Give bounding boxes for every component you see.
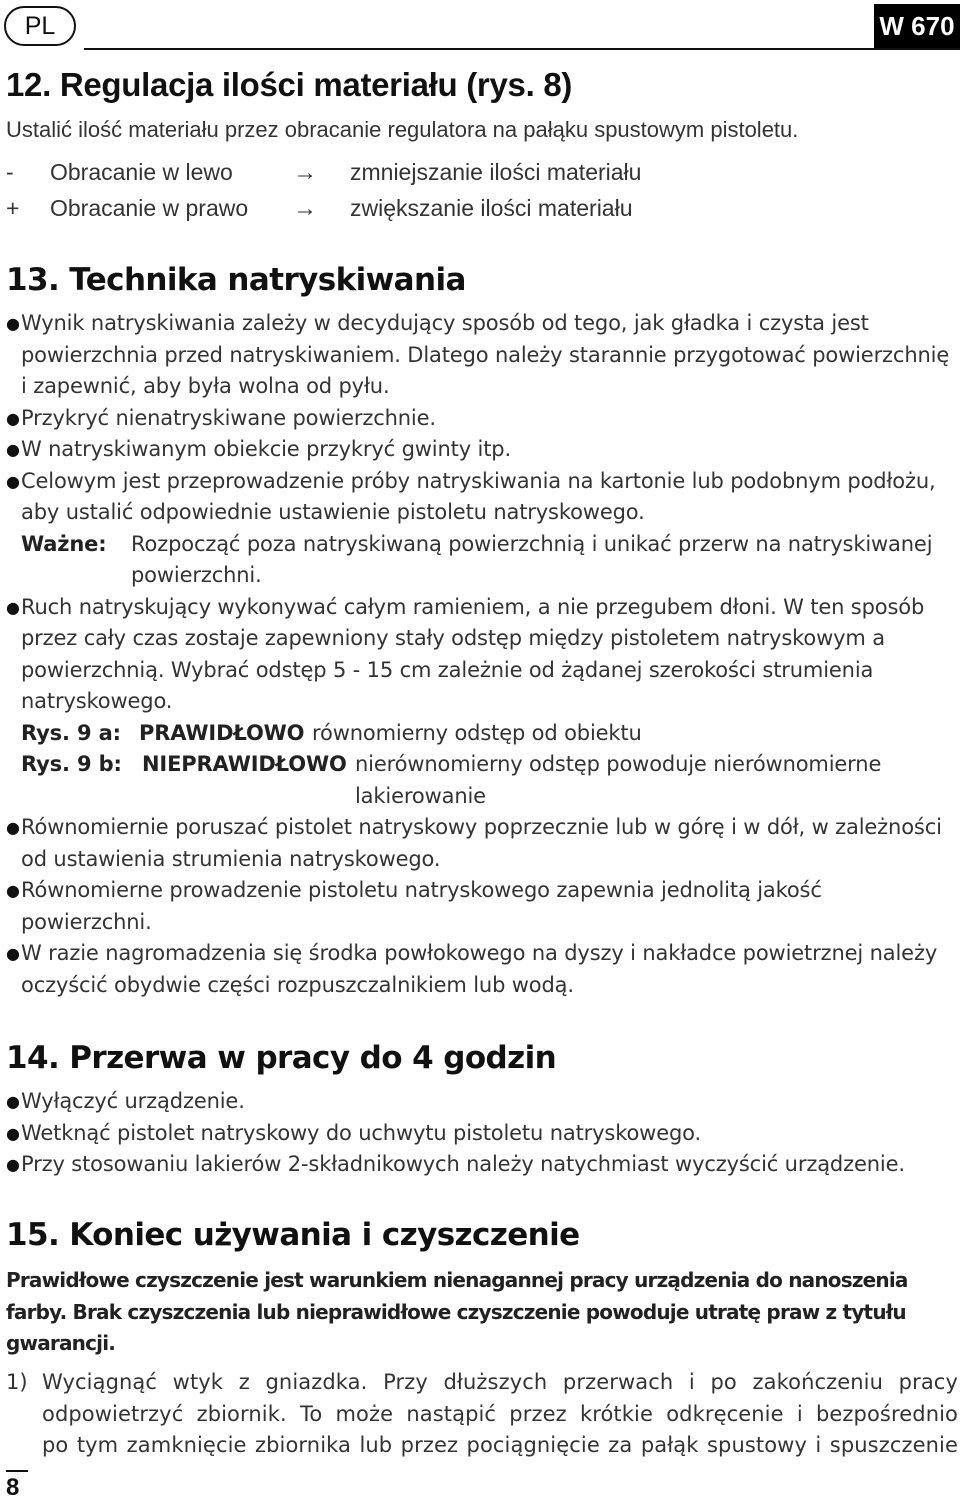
- bullet-icon: ●: [6, 471, 20, 491]
- footer-rule: [6, 1470, 28, 1472]
- section-12-intro: Ustalić ilość materiału przez obracanie regulatora na pałąku spustowym pistoletu.: [6, 117, 799, 142]
- bullet-icon: ●: [6, 944, 20, 963]
- correct-label: PRAWIDŁOWO: [139, 720, 305, 745]
- bullet-icon: ●: [6, 597, 20, 617]
- direction-result: zwiększanie ilości materiału: [350, 195, 633, 221]
- section-13-body: [6, 308, 958, 1001]
- list-item: ● Wyłączyć urządzenie.: [6, 1086, 958, 1118]
- figure-9b-continuation: lakierowanie: [355, 783, 486, 808]
- arrow-right-icon: →: [293, 195, 317, 222]
- note-label: Ważne:: [21, 531, 107, 556]
- figure-description: równomierny odstęp od obiektu: [312, 720, 642, 745]
- step-text: Wyciągnąć wtyk z gniazdka. Przy dłuższych przerwach i po zakończeniu pracy odpowietrzyć zbiornik. To może nastąpić przez krótkie odkręcenie i bezpośrednio po tym zamknięcie zbiornika lub przez pociągnięcie za pałąk spustowy i spuszczenie: [42, 1370, 958, 1457]
- list-item: ● Przy stosowaniu lakierów 2-składnikowych należy natychmiast wyczyścić urządzenie.: [6, 1149, 958, 1181]
- header-rule: [84, 48, 960, 50]
- minus-sign: -: [6, 159, 14, 185]
- bullet-icon: ●: [6, 818, 20, 837]
- step-item: [6, 1367, 958, 1462]
- direction-action: Obracanie w lewo: [50, 159, 233, 185]
- model-badge: W 670: [874, 4, 960, 48]
- list-item: ● Wetknąć pistolet natryskowy do uchwytu pistoletu natryskowego.: [6, 1118, 958, 1150]
- direction-result: zmniejszanie ilości materiału: [350, 159, 642, 185]
- bullet-icon: ●: [6, 314, 20, 333]
- section-14-title: 14. Przerwa w pracy do 4 godzin: [6, 1040, 557, 1076]
- list-item: ● Ruch natryskujący wykonywać całym ramieniem, a nie przegubem dłoni. W ten sposób przez cały czas zostaje zapewniony stały odstęp między pistoletem natryskowym a powierzchnią. Wybrać odstęp 5 - 15 cm zależnie od żądanej szerokości strumienia natryskowego.: [6, 592, 958, 718]
- figure-9b-caption: [6, 749, 958, 781]
- arrow-right-icon: →: [293, 159, 317, 186]
- page-number: 8: [6, 1474, 20, 1501]
- list-item: ● Równomierne prowadzenie pistoletu natryskowego zapewnia jednolitą jakość powierzchni.: [6, 875, 958, 938]
- list-item: ● Przykryć nienatryskiwane powierzchnie.: [6, 403, 958, 435]
- plus-sign: +: [6, 195, 20, 221]
- list-item: ● W natryskiwanym obiekcie przykryć gwinty itp.: [6, 434, 958, 466]
- bullet-icon: ●: [6, 881, 20, 900]
- bullet-icon: ●: [6, 408, 20, 428]
- note-text: Rozpocząć poza natryskiwaną powierzchnią i unikać przerw na natryskiwanej powierzchni.: [131, 531, 933, 587]
- section-13-title: 13. Technika natryskiwania: [6, 262, 466, 298]
- step-number: 1): [6, 1370, 28, 1394]
- figure-label: Rys. 9 b:: [21, 752, 122, 776]
- language-badge: PL: [4, 6, 76, 46]
- figure-description: nierównomierny odstęp powoduje nierównomierne: [355, 752, 882, 776]
- section-15-title: 15. Koniec używania i czyszczenie: [6, 1217, 580, 1253]
- list-item: ● Równomiernie poruszać pistolet natryskowy poprzecznie lub w górę i w dół, w zależności od ustawienia strumienia natryskowego.: [6, 812, 958, 875]
- section-12-title: 12. Regulacja ilości materiału (rys. 8): [6, 66, 573, 103]
- list-item: ● W razie nagromadzenia się środka powłokowego na dyszy i nakładce powietrznej należy oczyścić obydwie części rozpuszczalnikiem lub wodą.: [6, 938, 958, 1001]
- bullet-icon: ●: [6, 1123, 20, 1143]
- figure-label: Rys. 9 a:: [21, 720, 121, 745]
- figure-9a-caption: [6, 718, 958, 750]
- list-item: ● Celowym jest przeprowadzenie próby natryskiwania na kartonie lub podobnym podłożu, aby ustalić odpowiednie ustawienie pistoletu natryskowego.: [6, 466, 958, 529]
- bullet-icon: ●: [6, 1092, 20, 1111]
- section-14-body: [6, 1086, 958, 1181]
- important-note: [6, 529, 958, 592]
- direction-action: Obracanie w prawo: [50, 195, 249, 221]
- cleaning-warning: Prawidłowe czyszczenie jest warunkiem nienagannej pracy urządzenia do nanoszenia farby. Brak czyszczenia lub nieprawidłowe czyszczenie powoduje utratę praw z tytułu gwarancji.: [6, 1268, 908, 1355]
- bullet-icon: ●: [6, 440, 20, 459]
- incorrect-label: NIEPRAWIDŁOWO: [142, 752, 347, 776]
- bullet-icon: ●: [6, 1155, 20, 1174]
- list-item: ● Wynik natryskiwania zależy w decydujący sposób od tego, jak gładka i czysta jest powierzchnia przed natryskiwaniem. Dlatego należy starannie przygotować powierzchnię i zapewnić, aby była wolna od pyłu.: [6, 308, 958, 403]
